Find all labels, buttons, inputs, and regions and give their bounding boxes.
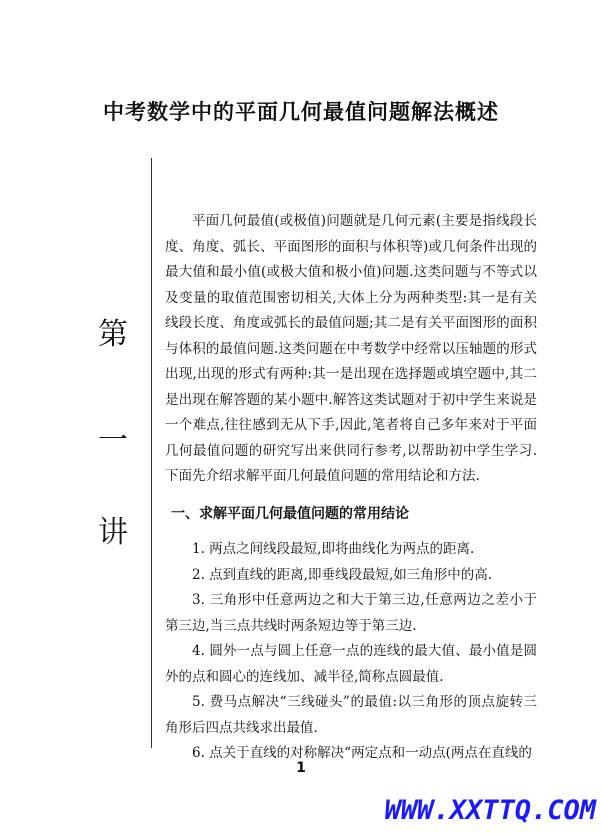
list-item: 4. 圆外一点与圆上任意一点的连线的最大值、最小值是圆外的点和圆心的连线加、减半径,简称点圆最值. [165,643,537,685]
page-title: 中考数学中的平面几何最值问题解法概述 [103,100,499,124]
body-content [165,209,537,767]
list-item: 3. 三角形中任意两边之和大于第三边,任意两边之差小于第三边,当三点共线时两条短边等于第三边. [165,592,537,634]
vertical-divider [151,158,152,748]
list-item: 1. 两点之间线段最短,即将曲线化为两点的距离. [192,541,475,557]
lecture-char-3: 讲 [98,515,128,550]
intro-paragraph: 平面几何最值(或极值)问题就是几何元素(主要是指线段长度、角度、弧长、平面图形的面积与体积等)或几何条件出现的最大值和最小值(或极大值和极小值)问题.这类问题与不等式以及变量的取值范围密切相关,大体上分为两种类型:其一是有关线段长度、角度或弧长的最值问题;其二是有关平面图形的面积与体积的最值问题.这类问题在中考数学中经常以压轴题的形式出现,出现的形式有两种:其一是出现在选择题或填空题中,其二是出现在解答题的某小题中.解答这类试题对于初中学生来说是一个难点,往往感到无从下手,因此,笔者将自己多年来对于平面几何最值问题的研究写出来供同行参考,以帮助初中学生学习.下面先介绍求解平面几何最值问题的常用结论和方法. [165,213,537,484]
watermark: WWW.XXTTQ.COM [384,795,596,826]
list-item: 2. 点到直线的距离,即垂线段最短,如三角形中的高. [192,566,493,583]
lecture-char-2: 一 [98,423,128,458]
section-heading: 一、求解平面几何最值问题的常用结论 [171,505,409,522]
lecture-char-1: 第 [98,317,128,352]
list-item: 6. 点关于直线的对称解决“两定点和一动点(两点在直线的 [192,745,532,761]
list-item: 5. 费马点解决“三线碰头”的最值:以三角形的顶点旋转三角形后四点共线求出最值. [165,694,537,736]
page-number: 1 [296,760,306,776]
